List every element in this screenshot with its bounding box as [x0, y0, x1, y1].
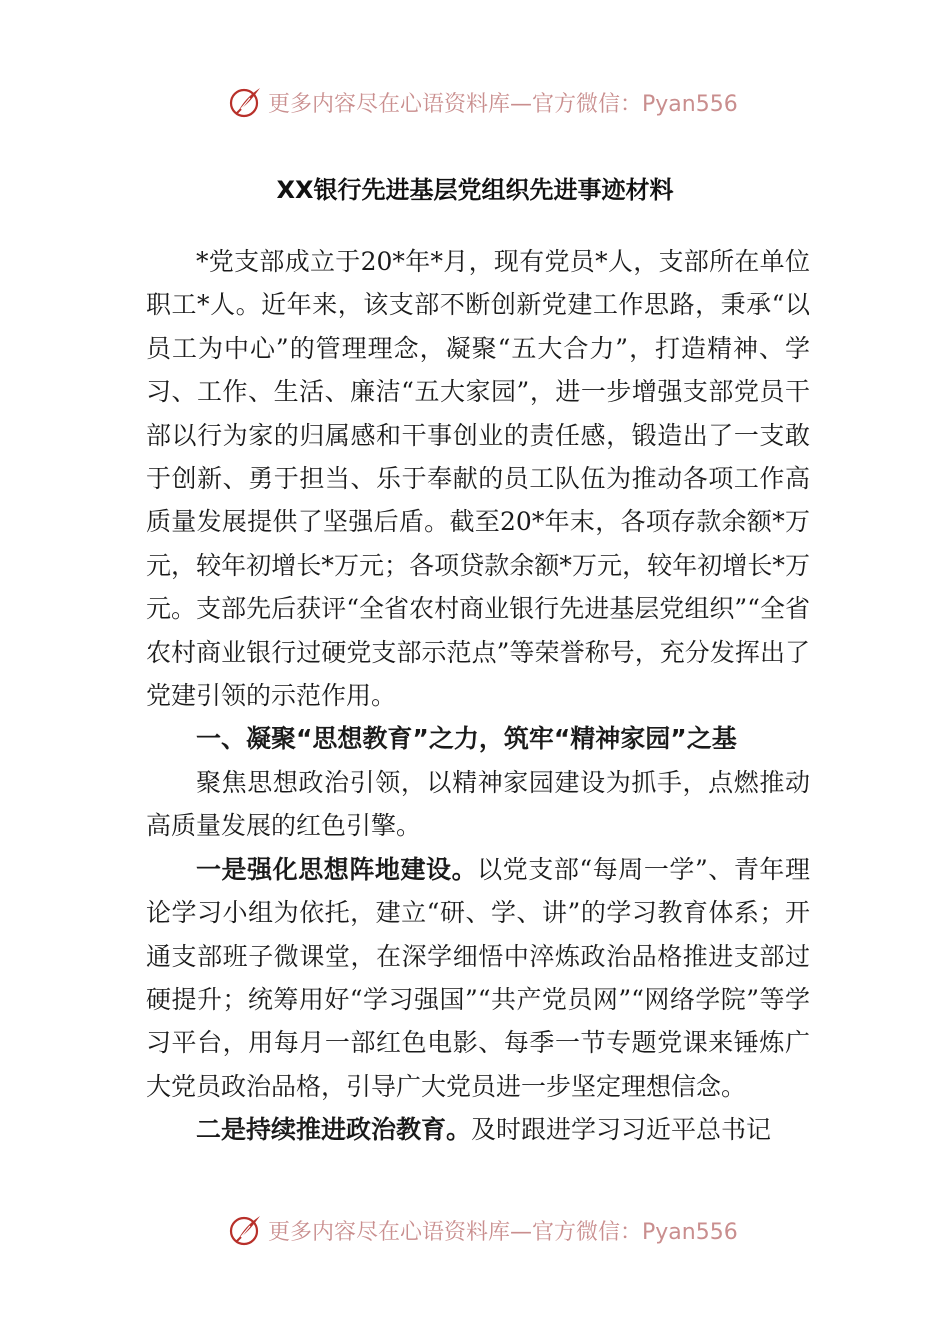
watermark-header [228, 82, 748, 122]
intro-paragraph: *党支部成立于20*年*月，现有党员*人，支部所在单位职工*人。近年来，该支部不断创新党建工作思路，秉承“以员工为中心”的管理理念，凝聚“五大合力”，打造精神、学习、工作、生活、廉洁“五大家园”，进一步增强支部党员干部以行为家的归属感和干事创业的责任感，锻造出了一支敢于创新、勇于担当、乐于奉献的员工队伍为推动各项工作高质量发展提供了坚强后盾。截至20*年末，各项存款余额*万元，较年初增长*万元；各项贷款余额*万元，较年初增长*万元。支部先后获评“全省农村商业银行先进基层党组织”“全省农村商业银行过硬党支部示范点”等荣誉称号，充分发挥出了党建引领的示范作用。 [146, 247, 810, 711]
point-two-lead: 二是持续推进政治教育。 [196, 1115, 472, 1145]
watermark-text: 更多内容尽在心语资料库—官方微信：Pyan556 [268, 1219, 738, 1245]
watermark-footer [228, 1210, 748, 1250]
document-title: XX银行先进基层党组织先进事迹材料 [276, 176, 674, 204]
point-two-paragraph [146, 1108, 810, 1151]
quill-pen-logo-icon [228, 1212, 264, 1248]
quill-pen-logo-icon [228, 84, 264, 120]
document-body [146, 240, 810, 1152]
point-two-text: 及时跟进学习习近平总书记 [471, 1115, 772, 1145]
point-one-lead: 一是强化思想阵地建设。 [196, 854, 478, 884]
point-one-text: 以党支部“每周一学”、青年理论学习小组为依托，建立“研、学、讲”的学习教育体系；开通支部班子微课堂，在深学细悟中淬炼政治品格推进支部过硬提升；统筹用好“学习强国”“共产党员网”“网络学院”等学习平台，用每月一部红色电影、每季一节专题党课来锤炼广大党员政治品格，引导广大党员进一步坚定理想信念。 [146, 854, 810, 1101]
watermark-text: 更多内容尽在心语资料库—官方微信：Pyan556 [268, 91, 738, 117]
section-heading: 一、凝聚“思想教育”之力，筑牢“精神家园”之基 [196, 724, 737, 754]
point-one-paragraph [146, 848, 810, 1108]
section-intro-paragraph: 聚焦思想政治引领，以精神家园建设为抓手，点燃推动高质量发展的红色引擎。 [146, 767, 810, 841]
